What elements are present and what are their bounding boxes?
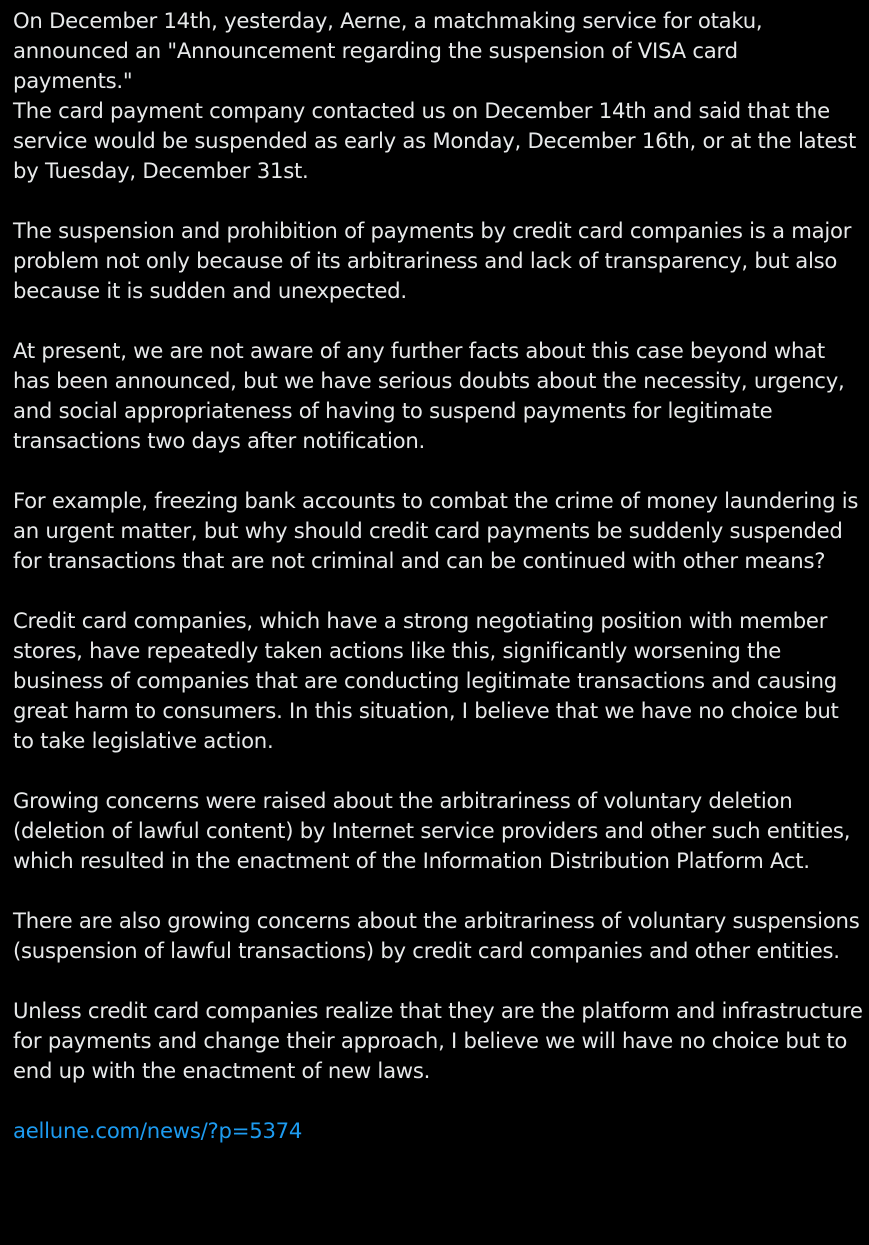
paragraph-text: The card payment company contacted us on December 14th and said that the service would be suspended as early as Monday, December 16th, or at the latest by Tuesday, December 31st. [13,98,857,183]
paragraph-text: Credit card companies, which have a strong negotiating position with member stores, have repeatedly taken actions like this, significantly worsening the business of companies that are conducting legitimate transactions and causing great harm to consumers. In this situation, I believe that we have no choice but to take legislative action. [13,608,839,753]
paragraph-conclusion [13,996,863,1086]
paragraph-text: There are also growing concerns about the arbitrariness of voluntary suspensions (suspension of lawful transactions) by credit card companies and other entities. [13,908,860,963]
post-body [13,6,863,1146]
paragraph-suspension-concerns [13,906,863,966]
paragraph-deletion-concerns [13,786,863,876]
paragraph-text: Growing concerns were raised about the arbitrariness of voluntary deletion (deletion of lawful content) by Internet service providers and other such entities, which resulted in the enactment of the Information Distribution Platform Act. [13,788,851,873]
paragraph-text: For example, freezing bank accounts to combat the crime of money laundering is an urgent matter, but why should credit card payments be suddenly suspended for transactions that are not criminal and can be continued with other means? [13,488,859,573]
paragraph-text: The suspension and prohibition of payments by credit card companies is a major problem not only because of its arbitrariness and lack of transparency, but also because it is sudden and unexpected. [13,218,852,303]
paragraph-text: On December 14th, yesterday, Aerne, a matchmaking service for otaku, announced an "Announcement regarding the suspension of VISA card payments." [13,8,763,93]
paragraph-credit-card-companies [13,606,863,756]
paragraph-problem [13,216,863,306]
paragraph-text: Unless credit card companies realize that they are the platform and infrastructure for payments and change their approach, I believe we will have no choice but to end up with the enactment of new laws. [13,998,863,1083]
paragraph-doubts [13,336,863,456]
news-link[interactable]: aellune.com/news/?p=5374 [13,1118,303,1143]
paragraph-announcement [13,6,863,186]
paragraph-text: At present, we are not aware of any further facts about this case beyond what has been announced, but we have serious doubts about the necessity, urgency, and social appropriateness of having to suspend payments for legitimate transactions two days after notification. [13,338,845,453]
paragraph-example [13,486,863,576]
